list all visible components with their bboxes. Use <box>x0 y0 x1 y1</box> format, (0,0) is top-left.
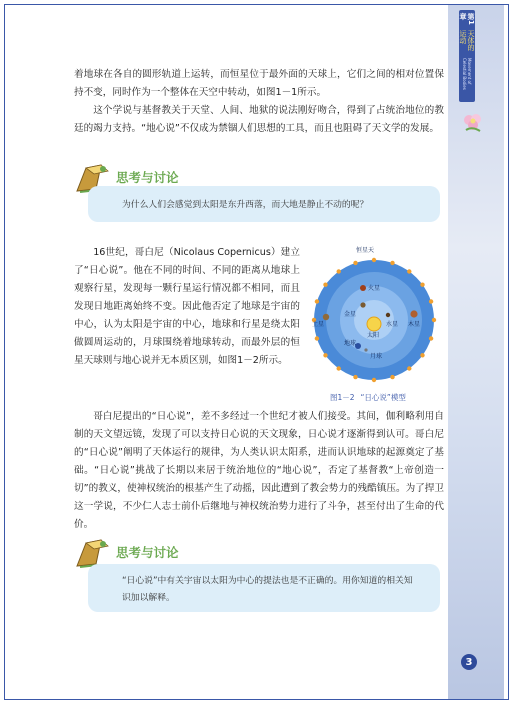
star-marker <box>323 353 327 357</box>
discussion-box <box>88 186 440 222</box>
label-sun: 太阳 <box>367 332 380 339</box>
star-marker <box>337 366 341 370</box>
star-marker <box>390 375 394 379</box>
saturn-marker <box>323 314 329 320</box>
star-marker <box>337 269 341 273</box>
star-marker <box>390 261 394 265</box>
chapter-label: 第1章 <box>459 13 475 25</box>
discussion-question: 为什么人们会感觉到太阳是东升西落，而大地是静止不动的呢？ <box>122 200 369 210</box>
venus-marker <box>360 302 365 307</box>
discussion-question: “日心说”中有关宇宙以太阳为中心的提法也是不正确的。用你知道的相关知识加以解释。 <box>122 576 413 603</box>
paragraph-2: 这个学说与基督教关于天堂、人间、地狱的说法刚好吻合，得到了占统治地位的教廷的竭力支持。“地心说”不仅成为禁锢人们思想的工具，而且也阻碍了天文学的发展。 <box>74 105 444 134</box>
discussion-title: 思考与讨论 <box>116 170 179 185</box>
star-marker <box>372 378 376 382</box>
star-marker <box>353 375 357 379</box>
star-marker <box>315 336 319 340</box>
chapter-title: 天体的运动 <box>459 30 475 51</box>
star-marker <box>407 366 411 370</box>
paragraph-3: 16世纪，哥白尼（Nicolaus Copernicus）建立了“日心说”。他在不同的时间、不同的距离从地球上观察行星，发现每一颗行星运行情况都不相同，而且发现日地距离始终不变。因此他否定了地球是宇宙的中心，认为太阳是宇宙的中心，地球和行星是绕太阳做圆周运动的，月球围绕着地球转动，而最外层的恒星天球则与地心说并无本质区别，如图1－2所示。 <box>74 247 300 366</box>
label-stars: 恒星天 <box>356 247 375 254</box>
chapter-english-title: Movement of Celestial Bodies <box>462 57 472 90</box>
star-marker <box>315 299 319 303</box>
star-marker <box>407 269 411 273</box>
flower-icon <box>460 110 486 136</box>
paragraph-4: 哥白尼提出的“日心说”，差不多经过一个世纪才被人们接受。其间，伽利略利用自制的天文望远镜，发现了可以支持日心说的天文现象，日心说才逐渐得到认可。哥白尼的“日心说”阐明了天体运行的规律，为人类认识太阳系，进而认识地球的起源奠定了基础。“日心说”挑战了长期以来居于统治地位的“地心说”，否定了基督教“上帝创造一切”的教义，使神权统治的根基产生了动摇，因此遭到了教会势力的残酷镇压。为了捍卫这一学说，不少仁人志士前仆后继地与神权统治势力进行了斗争，甚至付出了生命的代价。 <box>74 411 444 530</box>
label-mars: 火星 <box>368 285 381 292</box>
label-saturn: 土星 <box>312 321 325 328</box>
label-venus: 金星 <box>344 311 357 318</box>
moon-marker <box>364 348 367 351</box>
chapter-side-tab <box>459 10 475 102</box>
mars-marker <box>360 285 366 291</box>
mercury-marker <box>386 313 390 317</box>
figure-caption-number: 图1－2 <box>330 393 355 402</box>
star-marker <box>429 299 433 303</box>
star-marker <box>420 283 424 287</box>
star-marker <box>420 353 424 357</box>
page-number: 3 <box>461 654 477 670</box>
discussion-title: 思考与讨论 <box>116 545 179 560</box>
star-marker <box>432 318 436 322</box>
star-marker <box>429 336 433 340</box>
heliocentric-model-figure <box>306 244 442 390</box>
label-earth: 地球 <box>344 340 357 347</box>
star-marker <box>353 261 357 265</box>
discussion-box <box>88 564 440 612</box>
star-marker <box>323 283 327 287</box>
figure-caption-text: “日心说”模型 <box>360 393 406 402</box>
star-marker <box>372 258 376 262</box>
figure-caption <box>330 392 412 403</box>
label-jupiter: 木星 <box>408 321 421 328</box>
jupiter-marker <box>410 310 417 317</box>
paragraph-1: 着地球在各自的圆形轨道上运转，而恒星位于最外面的天球上，它们之间的相对位置保持不变，同时作为一个整体在天空中转动，如图1－1所示。 <box>74 69 444 98</box>
label-moon: 月球 <box>370 353 383 360</box>
label-mercury: 水星 <box>386 321 399 328</box>
